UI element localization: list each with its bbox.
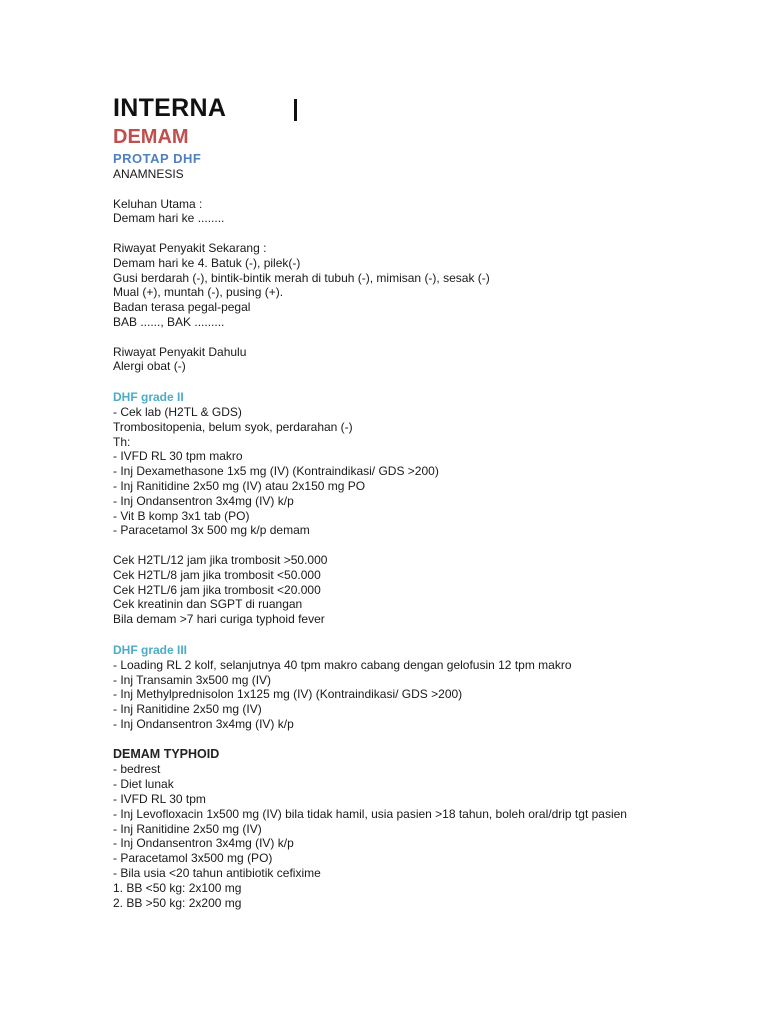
page-title: INTERNA xyxy=(113,94,227,122)
heading-dhf-grade-2: DHF grade II xyxy=(113,389,184,404)
text-line: Cek H2TL/6 jam jika trombosit <20.000 xyxy=(113,582,321,597)
text-line: - Cek lab (H2TL & GDS) xyxy=(113,404,242,419)
heading-demam: DEMAM xyxy=(113,126,189,148)
text-line: - Inj Ranitidine 2x50 mg (IV) atau 2x150 mg PO xyxy=(113,478,366,493)
text-line: Demam hari ke 4. Batuk (-), pilek(-) xyxy=(113,255,301,270)
text-line: - Inj Ranitidine 2x50 mg (IV) xyxy=(113,702,262,717)
heading-protap-dhf: PROTAP DHF xyxy=(113,151,202,166)
spacer xyxy=(113,182,733,197)
text-line: Cek H2TL/12 jam jika trombosit >50.000 xyxy=(113,552,328,567)
spacer xyxy=(113,627,733,642)
text-line: - IVFD RL 30 tpm makro xyxy=(113,449,243,464)
text-line: - Inj Methylprednisolon 1x125 mg (IV) (Kontraindikasi/ GDS >200) xyxy=(113,687,463,702)
text-line: - Diet lunak xyxy=(113,777,174,792)
text-line: - Vit B komp 3x1 tab (PO) xyxy=(113,508,250,523)
text-line: - Bila usia <20 tahun antibiotik cefixime xyxy=(113,866,321,881)
text-line: Bila demam >7 hari curiga typhoid fever xyxy=(113,612,325,627)
text-line: - Inj Ondansentron 3x4mg (IV) k/p xyxy=(113,836,294,851)
text-line: - Inj Ondansentron 3x4mg (IV) k/p xyxy=(113,716,294,731)
spacer xyxy=(113,374,733,389)
text-line: - Loading RL 2 kolf, selanjutnya 40 tpm makro cabang dengan gelofusin 12 tpm makro xyxy=(113,657,572,672)
text-line: - Inj Ondansentron 3x4mg (IV) k/p xyxy=(113,493,294,508)
spacer xyxy=(113,330,733,345)
text-line: Keluhan Utama : xyxy=(113,196,203,211)
heading-demam-typhoid: DEMAM TYPHOID xyxy=(113,747,220,762)
text-line: 2. BB >50 kg: 2x200 mg xyxy=(113,895,242,910)
text-line: - Inj Levofloxacin 1x500 mg (IV) bila tidak hamil, usia pasien >18 tahun, boleh oral/drip tgt pasien xyxy=(113,806,627,821)
text-line: BAB ......, BAK ......... xyxy=(113,314,225,329)
text-line: - Paracetamol 3x 500 mg k/p demam xyxy=(113,523,310,538)
spacer xyxy=(113,538,733,553)
spacer xyxy=(113,732,733,747)
text-line: Th: xyxy=(113,434,131,449)
spacer xyxy=(113,226,733,241)
text-line: Riwayat Penyakit Sekarang : xyxy=(113,240,267,255)
text-line: - Paracetamol 3x500 mg (PO) xyxy=(113,851,273,866)
text-line: Trombositopenia, belum syok, perdarahan (-) xyxy=(113,419,353,434)
text-line: Cek kreatinin dan SGPT di ruangan xyxy=(113,597,303,612)
text-line: Riwayat Penyakit Dahulu xyxy=(113,344,247,359)
text-line: - Inj Ranitidine 2x50 mg (IV) xyxy=(113,821,262,836)
text-line: Demam hari ke ........ xyxy=(113,211,225,226)
text-cursor xyxy=(294,99,297,121)
text-line: Gusi berdarah (-), bintik-bintik merah di tubuh (-), mimisan (-), sesak (-) xyxy=(113,270,490,285)
text-line: - IVFD RL 30 tpm xyxy=(113,792,206,807)
text-line: Cek H2TL/8 jam jika trombosit <50.000 xyxy=(113,567,321,582)
title-row xyxy=(113,92,733,124)
document-page xyxy=(113,92,733,910)
text-line: Mual (+), muntah (-), pusing (+). xyxy=(113,285,284,300)
heading-anamnesis: ANAMNESIS xyxy=(113,167,184,181)
text-line: - Inj Transamin 3x500 mg (IV) xyxy=(113,672,272,687)
text-line: 1. BB <50 kg: 2x100 mg xyxy=(113,880,242,895)
text-line: - Inj Dexamethasone 1x5 mg (IV) (Kontraindikasi/ GDS >200) xyxy=(113,464,439,479)
text-line: - bedrest xyxy=(113,762,161,777)
text-line: Alergi obat (-) xyxy=(113,359,186,374)
text-line: Badan terasa pegal-pegal xyxy=(113,300,251,315)
heading-dhf-grade-3: DHF grade III xyxy=(113,642,188,657)
